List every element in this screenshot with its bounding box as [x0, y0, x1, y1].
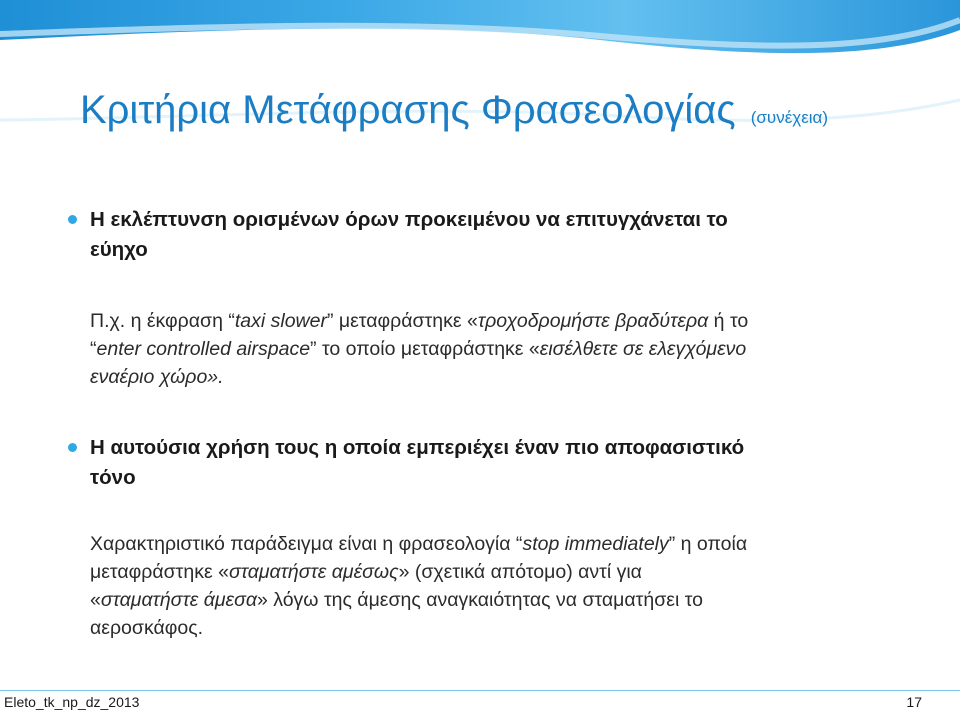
example-2-line-3: «σταματήστε άμεσα» λόγω της άμεσης αναγκαιότητας να σταματήσει το: [90, 589, 703, 611]
example-2-line-1: Χαρακτηριστικό παράδειγμα είναι η φρασεολογία “stop immediately” η οποία: [90, 533, 748, 555]
bullet-1-line-2: εύηχο: [90, 238, 148, 261]
example-2-paragraph: [90, 530, 910, 642]
page-number: 17: [906, 694, 922, 710]
title-text: Κριτήρια Μετάφρασης Φρασεολογίας: [80, 88, 736, 132]
bullet-2-line-2: τόνο: [90, 466, 136, 489]
bullet-2-line-1: Η αυτούσια χρήση τους η οποία εμπεριέχει έναν πιο αποφασιστικό: [90, 436, 745, 459]
example-2-line-4: αεροσκάφος.: [90, 617, 204, 639]
footer-label: Eleto_tk_np_dz_2013: [4, 694, 140, 710]
slide-title: [80, 88, 828, 133]
footer-divider: [0, 690, 960, 691]
example-2-line-2: μεταφράστηκε «σταματήστε αμέσως» (σχετικά απότομο) αντί για: [90, 561, 642, 583]
bullet-dot: [68, 443, 77, 452]
bullet-dot: [68, 215, 77, 224]
bullet-1-text: [90, 205, 890, 265]
example-1-line-2: “enter controlled airspace” το οποίο μεταφράστηκε «εισέλθετε σε ελεγχόμενο: [90, 338, 747, 360]
title-note: (συνέχεια): [750, 108, 829, 127]
example-1-paragraph: [90, 307, 910, 391]
bullet-1-line-1: Η εκλέπτυνση ορισμένων όρων προκειμένου να επιτυγχάνεται το: [90, 208, 728, 231]
example-1-line-3: εναέριο χώρο».: [90, 366, 224, 388]
example-1-line-1: Π.χ. η έκφραση “taxi slower” μεταφράστηκε «τροχοδρομήστε βραδύτερα ή το: [90, 310, 749, 332]
bullet-2-text: [90, 433, 890, 493]
